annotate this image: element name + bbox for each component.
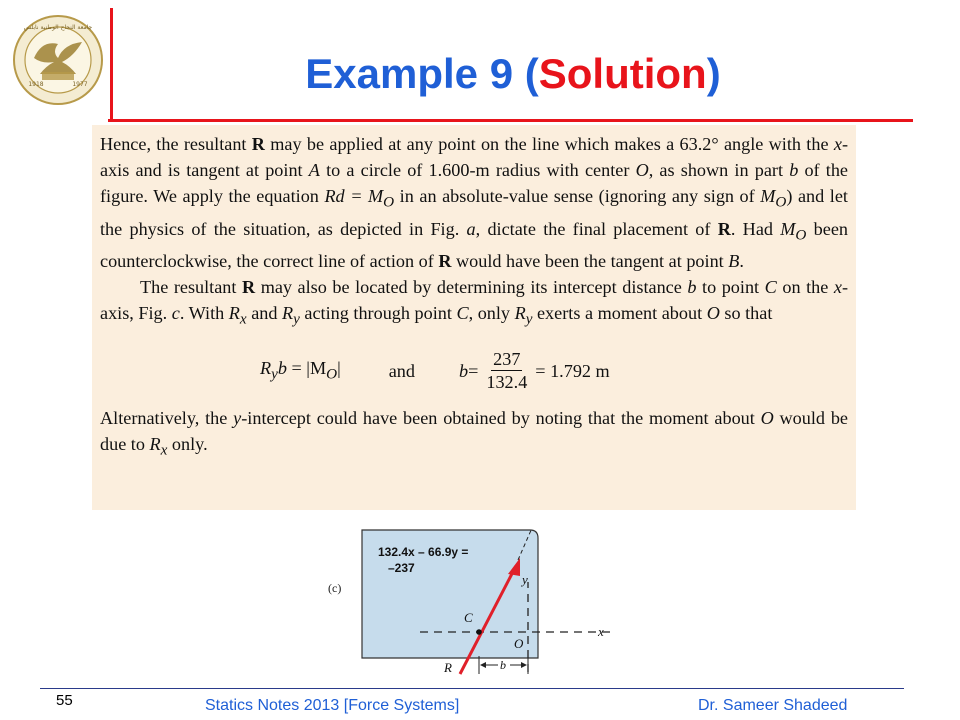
label-x: x (598, 624, 604, 639)
title-main: Example 9 ( (305, 50, 539, 97)
paragraph-1: Hence, the resultant R may be applied at any point on the line which makes a 63.2° angle with the x-axis and is tangent at point A to a circle of 1.600-m radius with center O, as shown in part b of the figure. We apply the equation $Rd = M_O$ in an absolute-value sense (ignoring any sign of $M_O$) and let the physics of the situation, as depicted in Fig. a, dictate the final placement of R. Had $M_O$ been counterclockwise, the correct line of action of R would have been the tangent at point B. (100, 134, 848, 272)
figure-part-label: (c) (328, 581, 342, 595)
paragraph-3: Alternatively, the y-intercept could have been obtained by noting that the moment about O would be due to $R_x$ only. (100, 407, 848, 459)
footer-course-title: Statics Notes 2013 [Force Systems] (205, 697, 460, 714)
seal-year-left: 1918 (28, 81, 44, 88)
title-horizontal-rule (108, 119, 913, 122)
line-equation-2: –237 (388, 561, 415, 575)
university-seal-logo (12, 14, 104, 106)
footer-author: Dr. Sameer Shadeed (698, 697, 848, 714)
label-R: R (444, 660, 452, 675)
seal-text: جامعة النجاح الوطنية نابلس (23, 24, 93, 31)
point-C-dot (476, 629, 482, 635)
title-accent: Solution (538, 50, 707, 97)
label-C: C (464, 610, 473, 625)
figure-c-diagram (320, 522, 620, 688)
title-close: ) (706, 50, 721, 97)
slide-title (113, 50, 913, 98)
label-b: b (500, 658, 506, 672)
page-number: 55 (56, 692, 73, 709)
equation-row: $R_yb = |M_O|$ and b = $\frac{237}{132.4}$ = 1.792 m (260, 349, 610, 393)
seal-year-right: 1977 (72, 81, 88, 88)
equation-fraction: $\frac{237}{132.4}$ (486, 349, 528, 393)
equation-b: b (459, 360, 469, 381)
equation-lhs: $R_yb = |M_O|$ (260, 357, 341, 383)
label-y: y (522, 572, 528, 587)
textbook-excerpt (92, 125, 856, 510)
paragraph-2: The resultant R may also be located by determining its intercept distance b to point C on the x-axis, Fig. c. With $R_x$ and $R_y$ acting through point C, only $R_y$ exerts a moment about O so that (100, 277, 848, 328)
equation-and: and (388, 360, 415, 381)
footer-rule (40, 688, 904, 689)
line-equation-1: 132.4x – 66.9y = (378, 545, 469, 559)
label-O: O (514, 636, 524, 651)
equation-result: = 1.792 m (535, 360, 610, 381)
